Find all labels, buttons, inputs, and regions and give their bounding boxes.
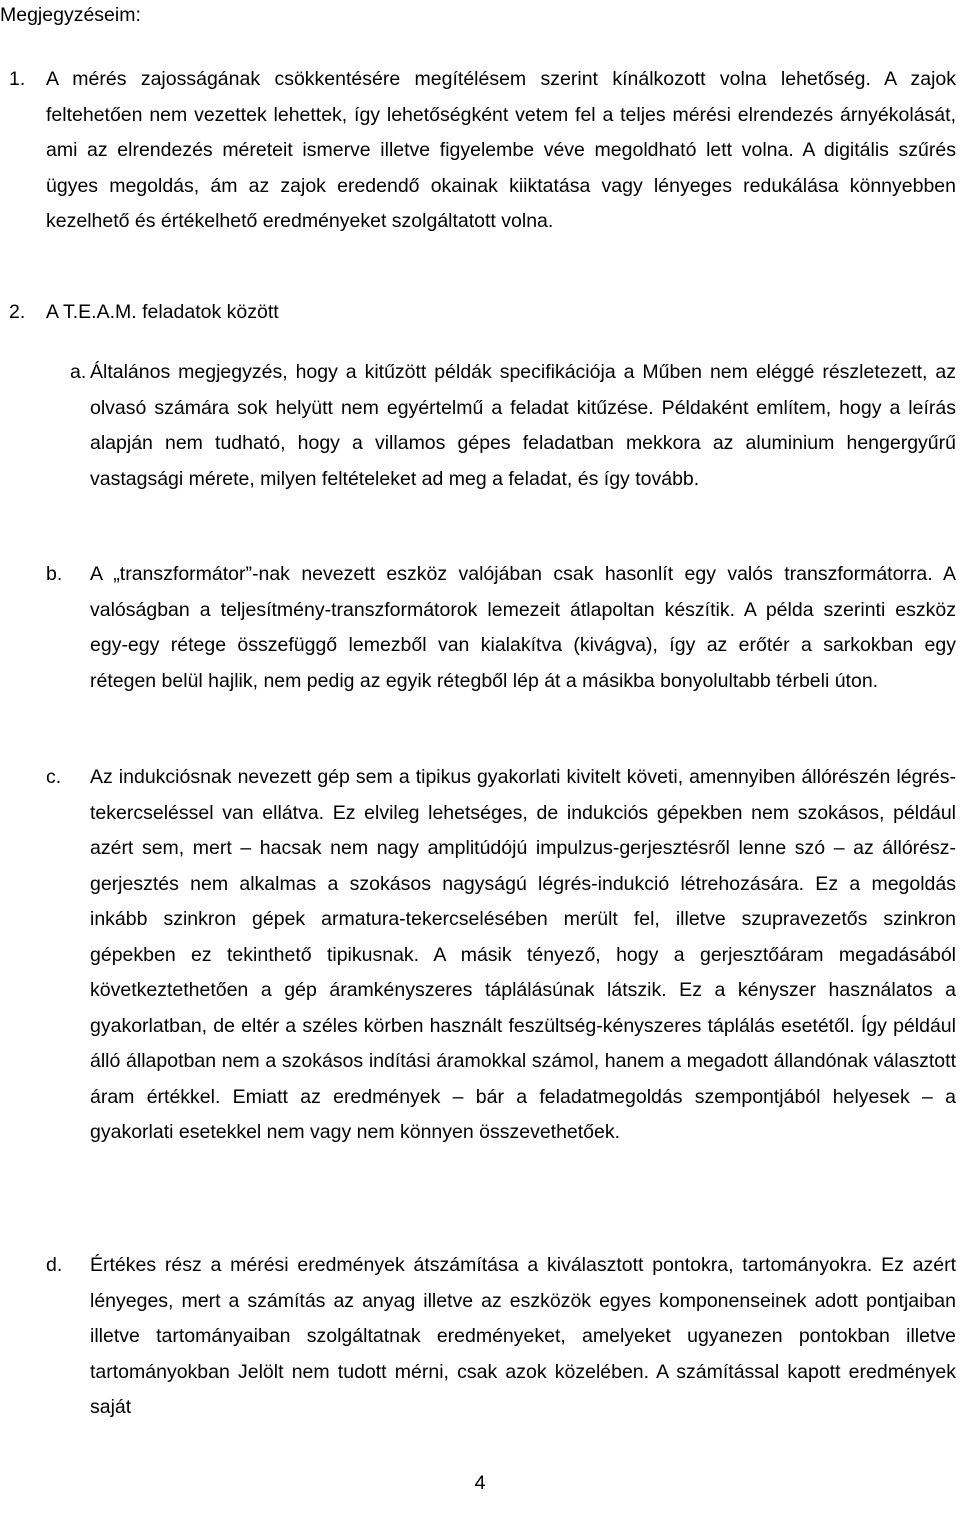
item-1-number: 1.: [9, 68, 26, 90]
sub-c-mark: c.: [46, 766, 62, 788]
sub-d-paragraph: Értékes rész a mérési eredmények átszámítása a kiválasztott pontokra, tartományokra. Ez azért lényeges, mert a számítás az anyag illetve az eszközök egyes komponenseinek adott pontjaiban illetve tartományaiban szolgáltatnak eredményeket, amelyeket ugyanezen pontokban illetve tartományokban Jelölt nem tudott mérni, csak azok közelében. A számítással kapott eredmények saját: [90, 1254, 956, 1418]
sub-d-mark: d.: [46, 1254, 63, 1276]
item-1-paragraph: A mérés zajosságának csökkentésére megítélésem szerint kínálkozott volna lehetőség. A zajok feltehetően nem vezettek lehettek, így lehetőségként vetem fel a teljes mérési elrendezés árnyékolását, ami az elrendezés méreteit ismerve illetve figyelembe véve megoldható lett volna. A digitális szűrés ügyes megoldás, ám az zajok eredendő okainak kiiktatása vagy lényeges redukálása könnyebben kezelhető és értékelhető eredményeket szolgáltatott volna.: [46, 68, 956, 232]
notes-heading: Megjegyzéseim:: [0, 4, 141, 26]
item-2-title: A T.E.A.M. feladatok között: [46, 301, 279, 323]
sub-b-mark: b.: [46, 563, 63, 585]
sub-a-mark: a.: [70, 361, 87, 383]
item-2-number: 2.: [9, 301, 26, 323]
sub-c-paragraph: Az indukciósnak nevezett gép sem a tipikus gyakorlati kivitelt követi, amennyiben állórészén légrés-tekercseléssel van ellátva. Ez elvileg lehetséges, de indukciós gépekben nem szokásos, például azért sem, mert – hacsak nem nagy amplitúdójú impulzus-gerjesztésről lenne szó – az állórész-gerjesztés nem alkalmas a szokásos nagyságú légrés-indukció létrehozására. Ez a megoldás inkább szinkron gépek armatura-tekercselésében merült fel, illetve szupravezetős szinkron gépekben ez tekinthető tipikusnak. A másik tényező, hogy a gerjesztőáram megadásából következtethetően a gép áramkényszeres táplálásúnak látszik. Ez a kényszer használatos a gyakorlatban, de eltér a széles körben használt feszültség-kényszeres táplálás esetétől. Így például álló állapotban nem a szokásos indítási áramokkal számol, hanem a megadott állandónak választott áram értékkel. Emiatt az eredmények – bár a feladatmegoldás szempontjából helyesek – a gyakorlati esetekkel nem vagy nem könnyen összevethetőek.: [90, 766, 956, 1143]
sub-b-paragraph: A „transzformátor”-nak nevezett eszköz valójában csak hasonlít egy valós transzformátorra. A valóságban a teljesítmény-transzformátorok lemezeit átlapoltan készítik. A példa szerinti eszköz egy-egy rétege összefüggő lemezből van kialakítva (kivágva), így az erőtér a sarkokban egy rétegen belül hajlik, nem pedig az egyik rétegből lép át a másikba bonyolultabb térbeli úton.: [90, 563, 956, 692]
page-number: 4: [474, 1472, 486, 1494]
sub-a-paragraph: Általános megjegyzés, hogy a kitűzött példák specifikációja a Műben nem eléggé részletezett, az olvasó számára sok helyütt nem egyértelmű a feladat kitűzése. Példaként említem, hogy a leírás alapján nem tudható, hogy a villamos gépes feladatban mekkora az aluminium hengergyűrű vastagsági mérete, milyen feltételeket ad meg a feladat, és így tovább.: [90, 361, 956, 490]
